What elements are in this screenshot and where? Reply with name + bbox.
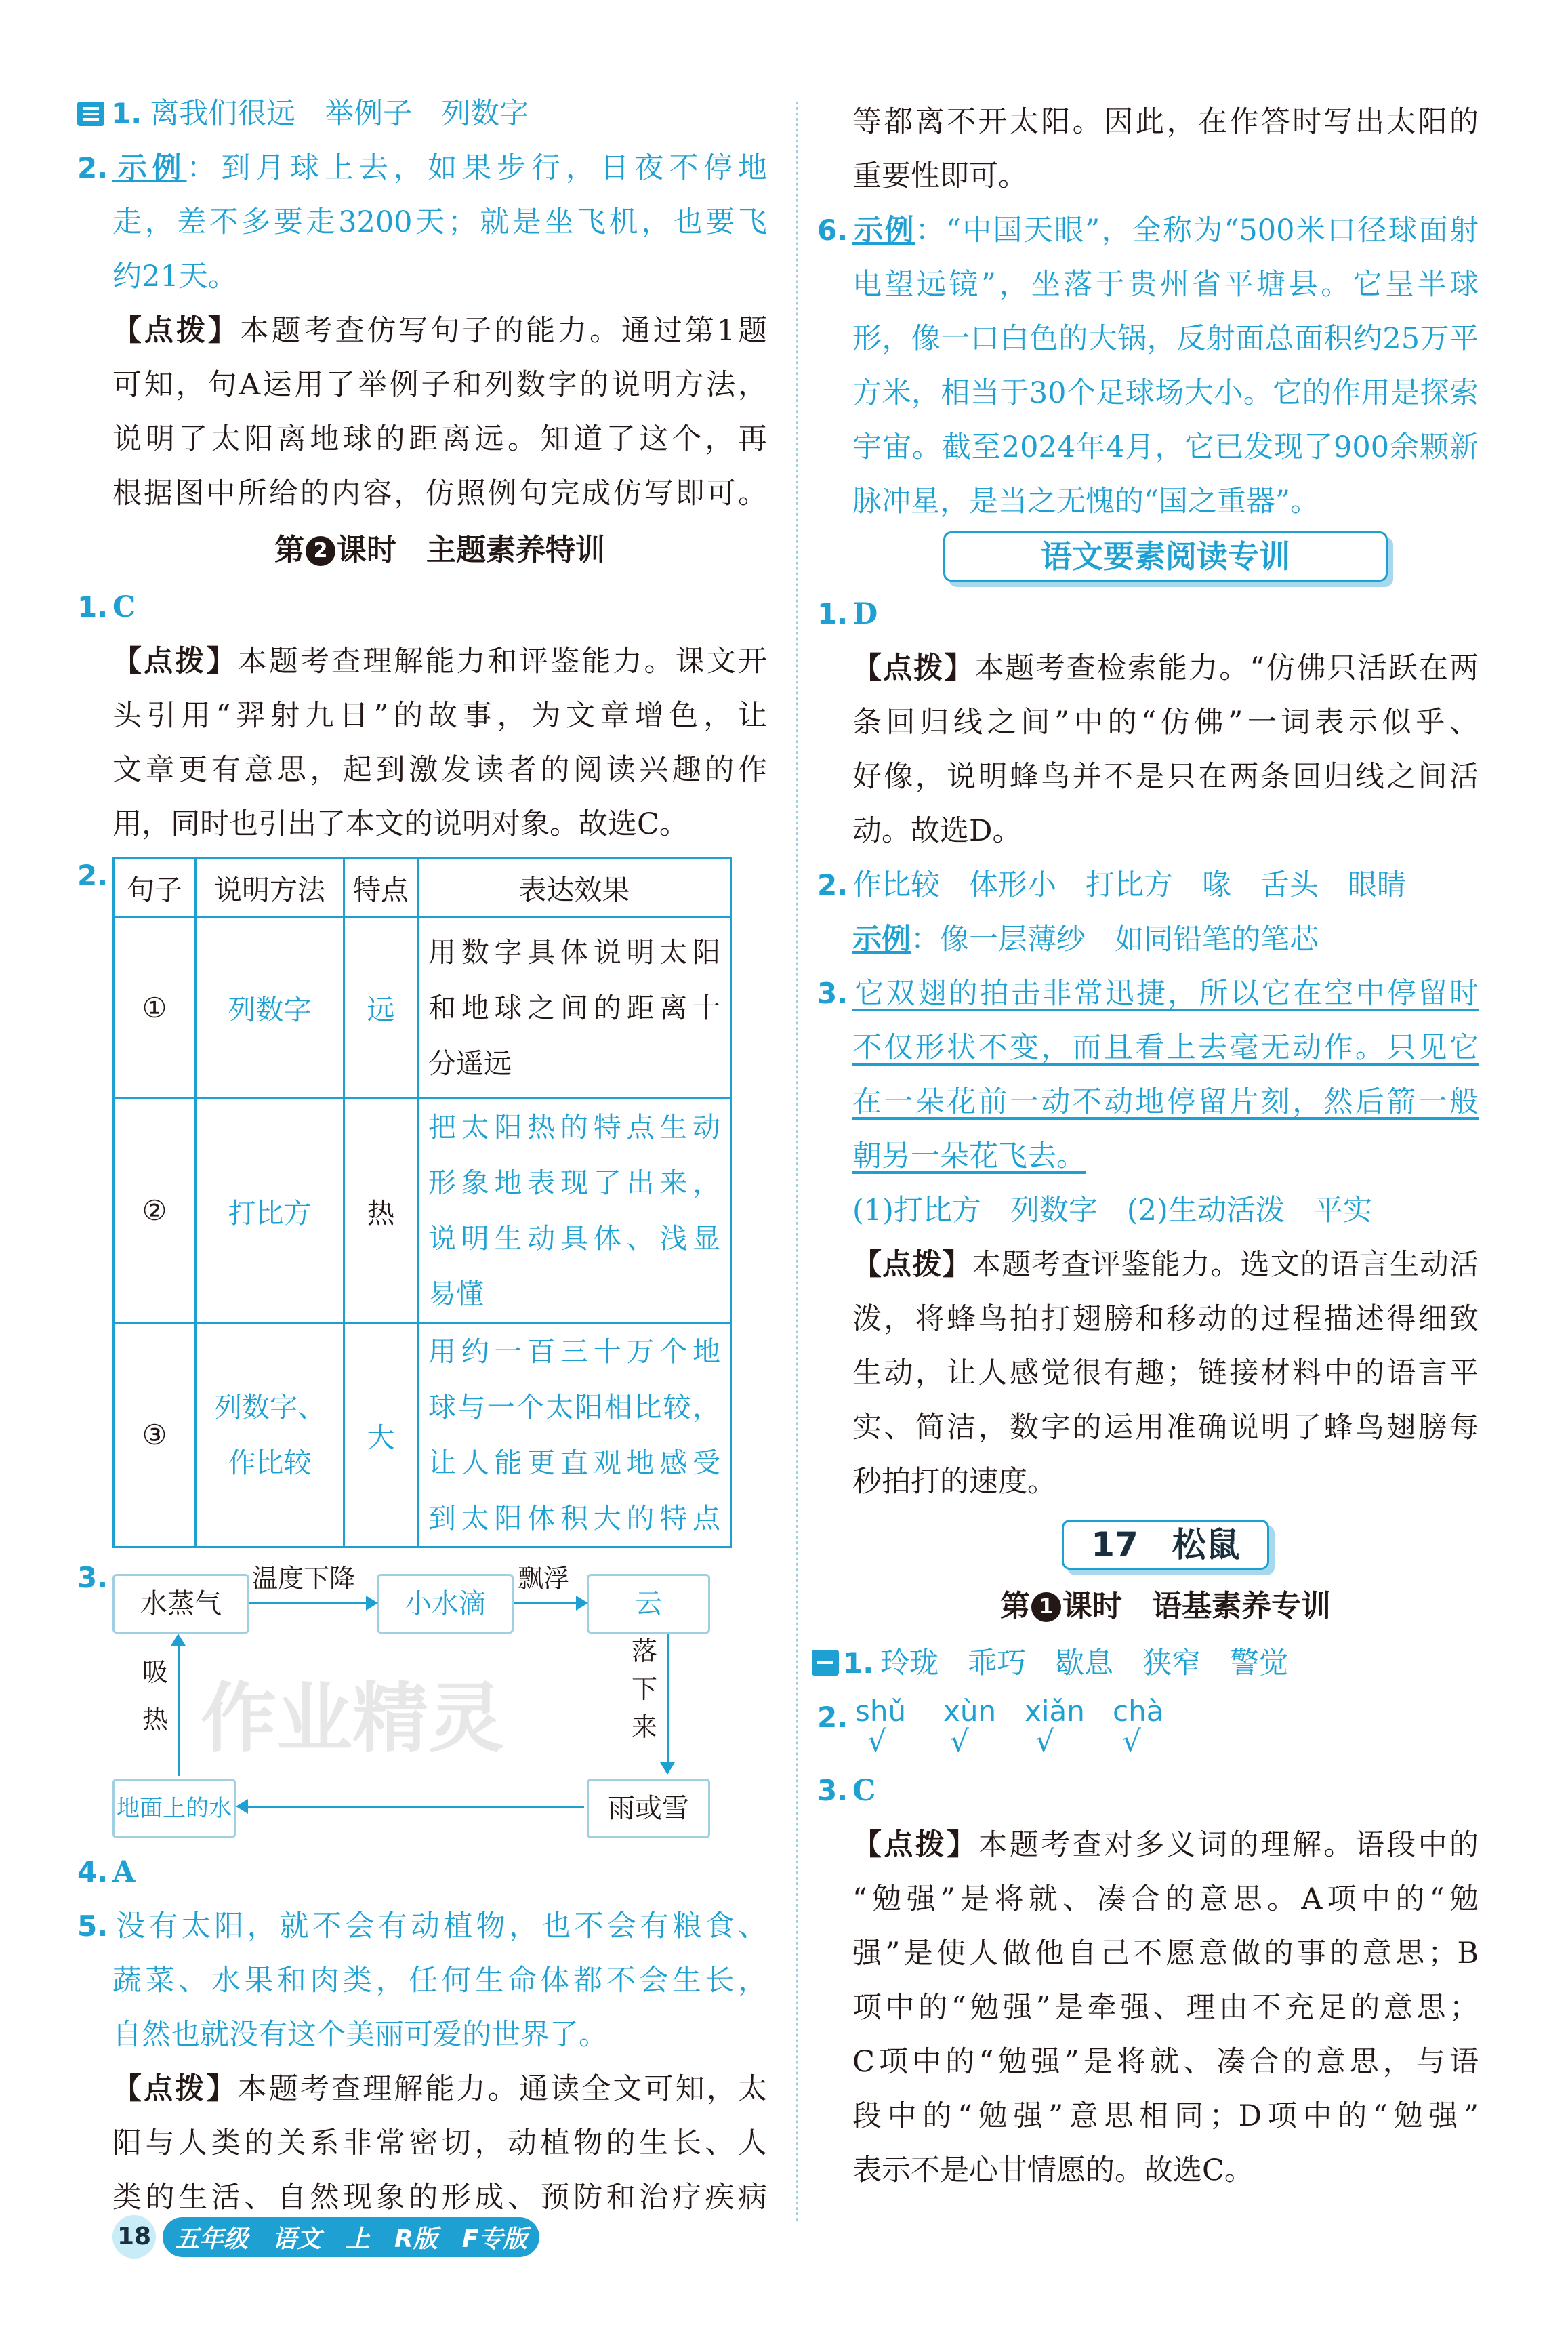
check-mark: √ xyxy=(867,1724,887,1759)
page-footer xyxy=(112,2212,539,2261)
tip-a1-line2: 头引用“羿射九日”的故事，为文章增色，让 xyxy=(112,699,767,733)
tip-a5-cont-line2: 重要性即可。 xyxy=(852,159,1027,193)
table-header: 句子 xyxy=(114,858,196,917)
tip-b3-line2: 泼，将蜂鸟拍打翅膀和移动的过程描述得细致 xyxy=(852,1302,1479,1336)
arrow-line xyxy=(667,1634,669,1762)
tip-b1-line2: 条回归线之间”中的“仿佛”一词表示似乎、 xyxy=(852,706,1479,740)
arrow-line xyxy=(178,1646,180,1776)
footer-label: 五年级 语文 上 R版 F专版 xyxy=(163,2217,539,2257)
answer-a3: 3. 水蒸气 小水滴 云 地面上的水 雨或雪 温度下降 飘浮 落 下 来 吸 热 作业精灵 xyxy=(77,1558,767,1842)
tip-2-line1: 【点拨】本题考查仿写句子的能力。通过第1题 xyxy=(112,314,768,348)
column-divider xyxy=(796,102,798,2223)
lesson-1-heading: 第 1 课时 语基素养专训 xyxy=(1000,1589,1331,1623)
tip-a1-line1: 【点拨】本题考查理解能力和评鉴能力。课文开 xyxy=(112,645,768,679)
answer-b3-line3: 在一朵花前一动不动地停留片刻，然后箭一般 xyxy=(852,1085,1479,1119)
arrow-head xyxy=(576,1596,588,1611)
table-header-row xyxy=(114,858,731,917)
water-cycle-diagram xyxy=(112,1558,767,1842)
table-header: 说明方法 xyxy=(196,858,344,917)
arrow-head xyxy=(236,1799,248,1814)
arrow-head xyxy=(366,1596,378,1611)
tip-b3-line5: 秒拍打的速度。 xyxy=(852,1465,1056,1499)
lesson-number-badge: 1 xyxy=(1031,1592,1061,1622)
arrow-line xyxy=(249,1602,366,1604)
answer-6-line5: 宇宙。截至2024年4月，它已发现了900余颗新 xyxy=(852,430,1479,464)
tip-b3-line4: 实、简洁，数字的运用准确说明了蜂鸟翅膀每 xyxy=(852,1411,1479,1444)
list-icon xyxy=(812,1650,839,1676)
answer-c3: 3. C xyxy=(817,1774,876,1808)
arrow-head xyxy=(171,1634,186,1646)
answer-a5-line1: 5. 没有太阳，就不会有动植物，也不会有粮食、 xyxy=(77,1909,767,1943)
flow-box-rain: 雨或雪 xyxy=(587,1779,710,1838)
label-fall: 落 下 来 xyxy=(632,1636,658,1742)
tip-b1-line3: 好像，说明蜂鸟并不是只在两条回归线之间活 xyxy=(852,760,1479,794)
flow-box-ground-water: 地面上的水 xyxy=(112,1779,236,1838)
answer-a5-line2: 蔬菜、水果和肉类，任何生命体都不会生长， xyxy=(112,1964,767,1998)
answer-2-line3: 约21天。 xyxy=(112,260,237,293)
tip-c3-line5: C项中的“勉强”是将就、凑合的意思，与语 xyxy=(852,2045,1479,2079)
arrow-head xyxy=(660,1762,675,1775)
answer-c2: 2. shǔ xùn xiǎn chà √ √ √ √ xyxy=(817,1695,1164,1759)
tip-b3-line1: 【点拨】本题考查评鉴能力。选文的语言生动活 xyxy=(852,1248,1479,1282)
tip-c3-line2: “勉强”是将就、凑合的意思。A项中的“勉 xyxy=(852,1882,1479,1916)
tip-a1-line4: 用，同时也引出了本文的说明对象。故选C。 xyxy=(112,807,688,841)
left-column xyxy=(77,87,768,2225)
tip-c3-line7: 表示不是心甘情愿的。故选C。 xyxy=(852,2153,1254,2187)
answer-a2: 2. 句子 说明方法 特点 表达效果 ① 列数字 远 用数字具体说明太阳 和地球之间的距离十 分遥远 ② 打比方 热 把太阳热的特点生动 形象地表现了出来， 说明生动具体、浅显 易懂 ③ 列数字、 作比较 大 用约一百三十万个地 球与一个太阳相比较， 让人能更直观地感受 到太阳体积大的特点 xyxy=(77,857,767,1548)
tip-a5-cont-line1: 等都离不开太阳。因此，在作答时写出太阳的 xyxy=(852,105,1479,139)
lesson-number-badge: 2 xyxy=(306,536,335,566)
tip-c3-line4: 项中的“勉强”是牵强、理由不充足的意思； xyxy=(852,1991,1479,2025)
label-cool: 温度下降 xyxy=(252,1564,356,1594)
answer-b2-example: 示例：像一层薄纱 如同铅笔的笔芯 xyxy=(852,923,1319,956)
right-column xyxy=(817,95,1479,2198)
flow-box-droplet: 小水滴 xyxy=(377,1574,514,1634)
answer-a1: 1. C xyxy=(77,590,136,624)
answer-b3-line1: 3. 它双翅的拍击非常迅捷，所以它在空中停留时 xyxy=(817,977,1479,1011)
tip-b1-line4: 动。故选D。 xyxy=(852,814,1022,848)
pinyin: xùn xyxy=(943,1695,997,1728)
tip-b3-line3: 生动，让人感觉很有趣；链接材料中的语言平 xyxy=(852,1356,1479,1390)
pinyin: xiǎn xyxy=(1025,1695,1085,1728)
arrow-line xyxy=(248,1806,584,1808)
tip-c3-line1: 【点拨】本题考查对多义词的理解。语段中的 xyxy=(852,1828,1479,1862)
answer-b3-line4: 朝另一朵花飞去。 xyxy=(852,1139,1086,1173)
flow-box-cloud: 云 xyxy=(587,1574,710,1634)
page-number: 18 xyxy=(112,2215,156,2259)
tip-a1-line3: 文章更有意思，起到激发读者的阅读兴趣的作 xyxy=(112,753,767,787)
label-absorb: 吸 热 xyxy=(142,1657,169,1735)
tip-c3-line3: 强”是使人做他自己不愿意做的事的意思；B xyxy=(852,1937,1479,1970)
answer-a5-line3: 自然也就没有这个美丽可爱的世界了。 xyxy=(112,2018,608,2052)
answer-6-line4: 方米，相当于30个足球场大小。它的作用是探索 xyxy=(852,376,1479,410)
table-row: ① 列数字 远 用数字具体说明太阳 和地球之间的距离十 分遥远 xyxy=(114,917,731,1099)
label-float: 飘浮 xyxy=(518,1564,570,1594)
answer-6-line1: 6. 示例：“中国天眼”，全称为“500米口径球面射 xyxy=(817,214,1479,247)
answer-b3-line2: 不仅形状不变，而且看上去毫无动作。只见它 xyxy=(852,1031,1479,1065)
table-header: 表达效果 xyxy=(418,858,731,917)
tip-c3-line6: 段中的“勉强”意思相同；D项中的“勉强” xyxy=(852,2099,1479,2133)
answer-2-line1: 2. 示例：到月球上去，如果步行，日夜不停地 xyxy=(77,151,768,185)
answer-a4: 4. A xyxy=(77,1855,136,1889)
answer-c1: 1. 玲珑 乖巧 歇息 狭窄 警觉 xyxy=(812,1636,1479,1690)
flow-box-vapor: 水蒸气 xyxy=(112,1574,249,1634)
tip-2-line4: 根据图中所给的内容，仿照例句完成仿写即可。 xyxy=(112,477,767,510)
arrow-line xyxy=(514,1602,576,1604)
table-header: 特点 xyxy=(344,858,418,917)
check-mark: √ xyxy=(1035,1724,1055,1759)
lesson-2-heading: 第 2 课时 主题素养特训 xyxy=(274,533,605,567)
table-row: ③ 列数字、 作比较 大 用约一百三十万个地 球与一个太阳相比较， 让人能更直观地感受 到太阳体积大的特点 xyxy=(114,1323,731,1547)
tip-2-line2: 可知，句A运用了举例子和列数字的说明方法， xyxy=(112,368,767,402)
tip-2-line3: 说明了太阳离地球的距离远。知道了这个，再 xyxy=(112,422,767,456)
section-title: 语文要素阅读专训 xyxy=(943,531,1388,582)
answer-b2: 2. 作比较 体形小 打比方 喙 舌头 眼睛 xyxy=(817,868,1406,902)
check-mark: √ xyxy=(1122,1724,1142,1759)
pinyin: shǔ xyxy=(855,1695,907,1728)
answer-table xyxy=(112,857,732,1548)
answer-6-line3: 形，像一口白色的大锅，反射面总面积约25万平 xyxy=(852,322,1479,356)
watermark: 作业精灵 xyxy=(201,1675,504,1763)
answer-6-line2: 电望远镜”，坐落于贵州省平塘县。它呈半球 xyxy=(852,268,1479,302)
tip-a5-line2: 阳与人类的关系非常密切，动植物的生长、人 xyxy=(112,2126,767,2160)
answer-2-line2: 走，差不多要走3200天；就是坐飞机，也要飞 xyxy=(112,205,767,239)
lesson-title: 17 松鼠 xyxy=(1062,1520,1269,1570)
tip-b1-line1: 【点拨】本题考查检索能力。“仿佛只活跃在两 xyxy=(852,651,1479,685)
check-mark: √ xyxy=(950,1724,970,1759)
answer-b1: 1. D xyxy=(817,597,878,631)
pinyin: chà xyxy=(1113,1695,1164,1728)
table-row: ② 打比方 热 把太阳热的特点生动 形象地表现了出来， 说明生动具体、浅显 易懂 xyxy=(114,1099,731,1323)
answer-6-line6: 脉冲星，是当之无愧的“国之重器”。 xyxy=(852,485,1319,519)
tip-a5-line1: 【点拨】本题考查理解能力。通读全文可知，太 xyxy=(112,2072,768,2106)
answer-b3-sub: (1)打比方 列数字 (2)生动活泼 平实 xyxy=(852,1194,1372,1228)
tip-a5-line3: 类的生活、自然现象的形成、预防和治疗疾病 xyxy=(112,2181,767,2214)
list-icon xyxy=(77,102,104,126)
answer-1: 1. 离我们很远 举例子 列数字 xyxy=(77,87,767,141)
